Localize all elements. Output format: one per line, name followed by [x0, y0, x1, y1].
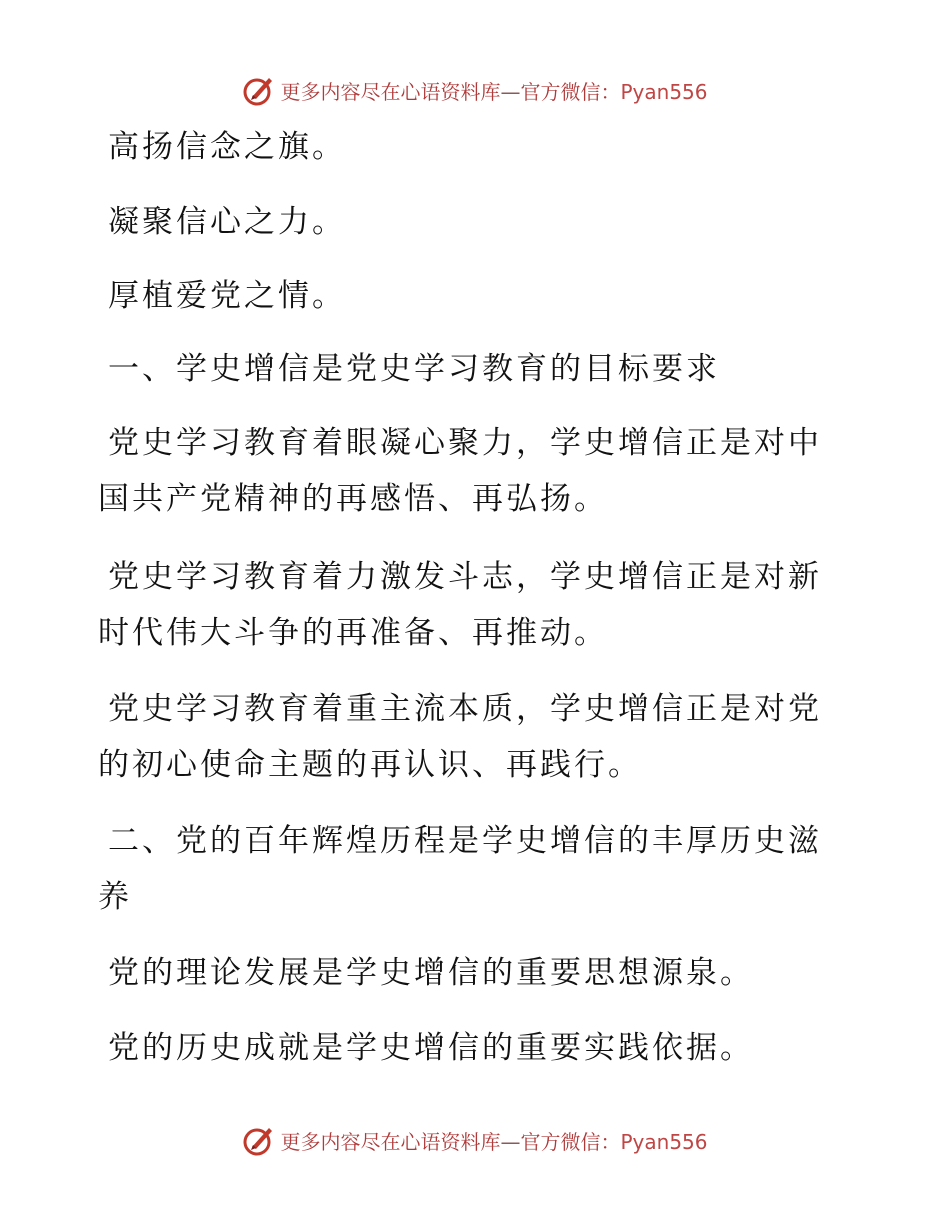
banner-text: [280, 1126, 707, 1155]
paragraph-3: 厚植爱党之情。: [108, 278, 346, 314]
banner-separator: —: [500, 79, 521, 104]
paragraph-6: 党史学习教育着重主流本质，学史增信正是对党的初心使命主题的再认识、再践行。: [98, 691, 822, 783]
footer-banner: [0, 1118, 950, 1162]
banner-label: 官方微信：: [520, 79, 621, 104]
quill-logo-icon: [242, 1123, 276, 1157]
header-banner: [0, 68, 950, 112]
quill-logo-icon: [242, 73, 276, 107]
paragraph-7: 党的理论发展是学史增信的重要思想源泉。: [108, 955, 754, 991]
banner-wechat-id: Pyan556: [620, 79, 708, 104]
paragraph-2: 凝聚信心之力。: [108, 204, 346, 240]
banner-main: 更多内容尽在心语资料库: [280, 79, 501, 104]
heading-2: 二、党的百年辉煌历程是学史增信的丰厚历史滋养: [98, 823, 822, 915]
banner-main: 更多内容尽在心语资料库: [280, 1129, 501, 1154]
banner-text: [280, 76, 707, 105]
banner-label: 官方微信：: [520, 1129, 621, 1154]
paragraph-5: 党史学习教育着力激发斗志，学史增信正是对新时代伟大斗争的再准备、再推动。: [98, 559, 822, 651]
paragraph-8: 党的历史成就是学史增信的重要实践依据。: [108, 1030, 754, 1066]
paragraph-1: 高扬信念之旗。: [108, 129, 346, 165]
banner-wechat-id: Pyan556: [620, 1129, 708, 1154]
paragraph-4: 党史学习教育着眼凝心聚力，学史增信正是对中国共产党精神的再感悟、再弘扬。: [98, 425, 822, 517]
banner-separator: —: [500, 1129, 521, 1154]
heading-1: 一、学史增信是党史学习教育的目标要求: [108, 351, 720, 387]
